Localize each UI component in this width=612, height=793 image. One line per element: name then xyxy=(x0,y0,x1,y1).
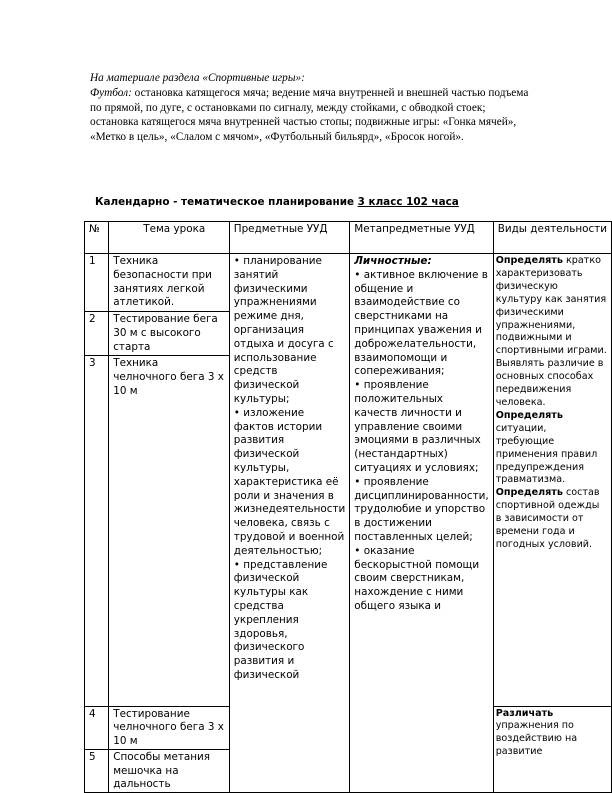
row-num: 5 xyxy=(85,749,109,792)
header-meta: Метапредметные УУД xyxy=(350,222,493,254)
subject-text: • планирование занятий физическими упражнениями режиме дня, организация отдыха и досуга с использование средств физической культуры; • изложение фактов истории развития физической культуры, характеристика её роли и значения в жизнедеятельности человека, связь с трудовой и военной деятельностью; • представление физической культуры как средства укрепления здоровья, физического развития и физической xyxy=(233,255,346,681)
activity-block-2 xyxy=(496,410,607,487)
activity-text-1: кратко характеризовать физическую культуру как занятия физическими упражнениями, подвижными и спортивными играми. Выявлять различие в основных способах передвижения человека. xyxy=(495,255,607,408)
plan-title xyxy=(95,196,459,208)
row-topic: Техника челночного бега 3 х 10 м xyxy=(109,356,230,706)
row-num: 1 xyxy=(85,254,109,312)
activity-block-3 xyxy=(496,487,607,552)
plan-title-prefix: Календарно - тематическое планирование xyxy=(95,196,358,208)
meta-cell xyxy=(350,254,493,707)
row-num: 3 xyxy=(85,356,109,706)
activity-block-1 xyxy=(496,255,607,410)
meta-text: • активное включение в общение и взаимодействие со сверстниками на принципах уважения и доброжелательности, взаимопомощи и сопереживания; • проявление положительных качеств личности и управление своими эмоциями в различных (нестандартных) ситуациях и условиях; • проявление дисциплинированности, трудолюбие и упорство в достижении поставленных целей; • оказание бескорыстной помощи своим сверстникам, нахождение с ними общего языка и xyxy=(354,268,489,612)
intro-paragraph xyxy=(90,71,530,145)
activity-verb-1: Определять xyxy=(495,255,563,266)
activity-verb-2: Определять xyxy=(495,409,563,421)
subject-cell xyxy=(229,254,350,707)
row-num: 4 xyxy=(85,706,109,749)
activity-verb-4: Различать xyxy=(495,707,554,719)
meta-heading: Личностные: xyxy=(354,255,432,267)
activity-verb-3: Определять xyxy=(495,487,563,499)
row-topic: Тестирование челночного бега 3 х 10 м xyxy=(109,706,230,749)
header-topic-label: Тема урока xyxy=(143,223,206,235)
header-subject: Предметные УУД xyxy=(229,222,350,254)
row-num: 2 xyxy=(85,312,109,356)
table-row xyxy=(85,706,612,749)
activity-text-2: ситуации, требующие применения правил предупреждения травматизма. xyxy=(495,422,598,486)
intro-football xyxy=(90,86,530,145)
header-topic xyxy=(109,222,230,254)
plan-title-class: 3 класс 102 часа xyxy=(357,196,459,208)
row-topic: Способы метания мешочка на дальность xyxy=(109,749,230,792)
meta-cell-cont xyxy=(350,706,493,793)
activity-cell-cont xyxy=(493,706,611,793)
table-row xyxy=(85,254,612,312)
table-header-row xyxy=(85,222,612,254)
plan-table xyxy=(84,221,612,793)
activity-block-4 xyxy=(496,708,607,760)
activity-text-4: упражнения по воздействию на развитие xyxy=(495,720,578,758)
football-label: Футбол: xyxy=(90,86,132,99)
intro-heading: На материале раздела «Спортивные игры»: xyxy=(90,72,305,84)
subject-cell-cont xyxy=(229,706,350,793)
football-text: остановка катящегося мяча; ведение мяча внутренней и внешней частью подъема по прямой, по дуге, с остановками по сигналу, между стойками, с обводкой стоек; остановка катящегося мяча внутренней частью стопы; подвижные игры: «Гонка мячей», «Метко в цель», «Слалом с мячом», «Футбольный бильярд», «Бросок ногой». xyxy=(90,86,529,144)
row-topic: Техника безопасности при занятиях легкой атлетикой. xyxy=(109,254,230,312)
activity-text-3: состав спортивной одежды в зависимости от времени года и погодных условий. xyxy=(495,487,600,550)
row-topic: Тестирование бега 30 м с высокого старта xyxy=(109,312,230,356)
header-num: № xyxy=(85,222,109,254)
activity-cell xyxy=(493,254,611,707)
header-activity: Виды деятельности xyxy=(493,222,611,254)
